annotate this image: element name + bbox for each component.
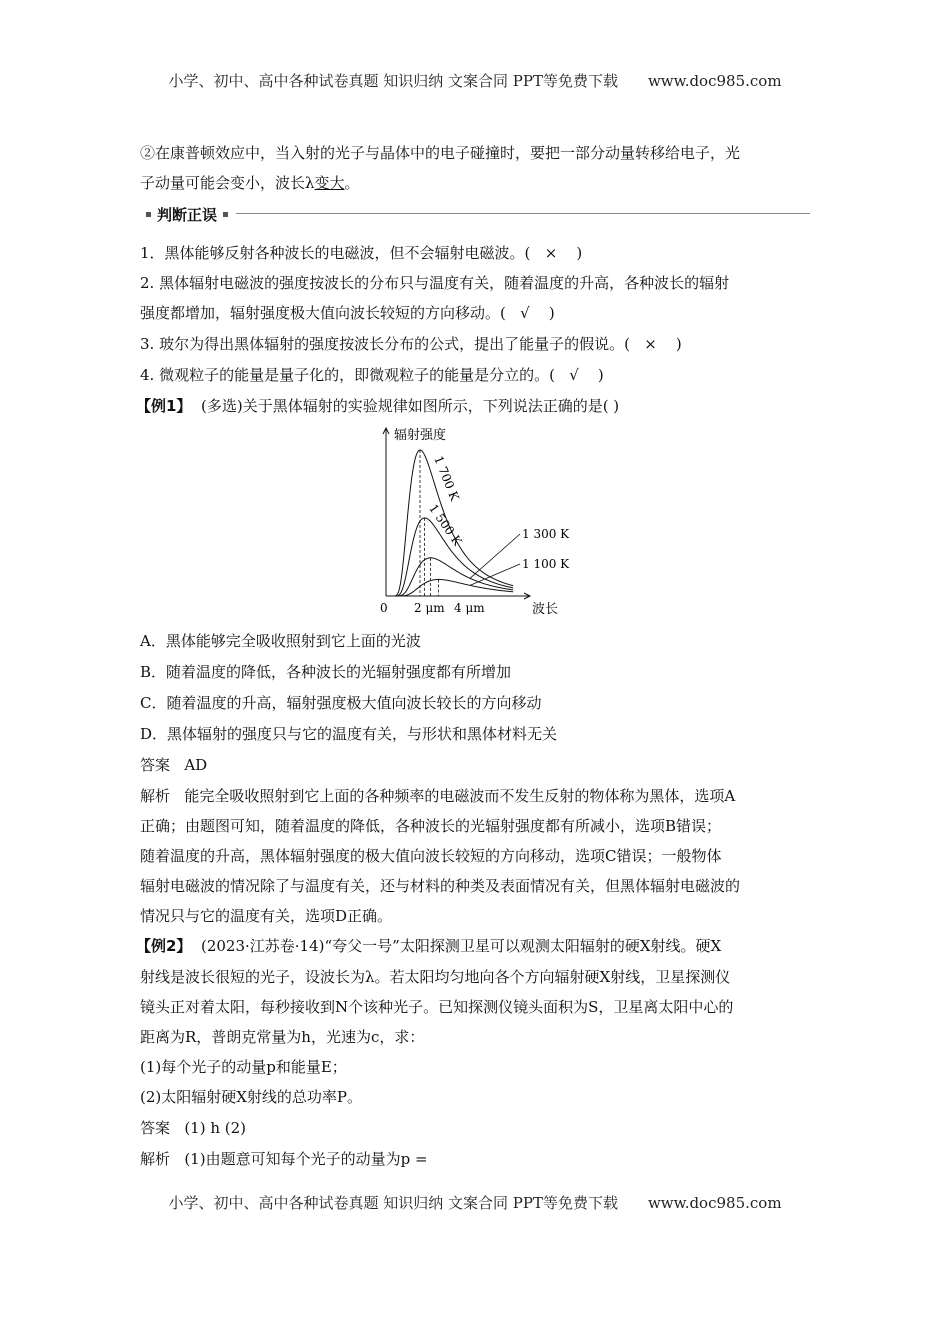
series-label: 1 500 K: [426, 501, 465, 549]
judge-item-2-cont: 强度都增加，辐射强度极大值向波长较短的方向移动。( √ ): [140, 304, 555, 322]
example-1-analysis-2: 正确；由题图可知，随着温度的降低，各种波长的光辐射强度都有所减小，选项B错误；: [140, 817, 722, 835]
x-axis-label: 波长: [532, 602, 559, 617]
example-2-line-2: 射线是波长很短的光子，设波长为λ。若太阳均匀地向各个方向辐射硬X射线，卫星探测仪: [140, 968, 731, 986]
header-url[interactable]: www.doc985.com: [647, 72, 782, 90]
judge-item-1: 1．黑体能够反射各种波长的电磁波，但不会辐射电磁波。( × ): [140, 244, 583, 262]
bullet-square-icon: [223, 212, 228, 217]
section-rule: [236, 213, 810, 214]
example-2-line-3: 镜头正对着太阳，每秒接收到N个该种光子。已知探测仪镜头面积为S，卫星离太阳中心的: [140, 998, 734, 1016]
example-1-analysis-4: 辐射电磁波的情况除了与温度有关，还与材料的种类及表面情况有关，但黑体辐射电磁波的: [140, 877, 741, 895]
x-tick-label: 4 μm: [454, 601, 485, 615]
example-1-answer: 答案 AD: [140, 756, 208, 774]
example-2-line-1: 【例2】 (2023·江苏卷·14)“夸父一号”太阳探测卫星可以观测太阳辐射的硬X射线。硬X: [136, 937, 722, 955]
blackbody-chart: [370, 420, 580, 620]
example-2-analysis: 解析 (1)由题意可知每个光子的动量为p =: [140, 1150, 428, 1168]
option-b: B．随着温度的降低，各种波长的光辐射强度都有所增加: [140, 663, 512, 681]
footer-text: 小学、初中、高中各种试卷真题 知识归纳 文案合同 PPT等免费下载: [168, 1194, 618, 1212]
intro-line-2: 子动量可能会变小，波长λ变大。: [140, 174, 360, 192]
x-tick-label: 2 μm: [414, 601, 445, 615]
example-1-analysis-5: 情况只与它的温度有关，选项D正确。: [140, 907, 393, 925]
page-footer: [0, 1192, 950, 1213]
example-1-analysis-3: 随着温度的升高，黑体辐射强度的极大值向波长较短的方向移动，选项C错误；一般物体: [140, 847, 722, 865]
footer-url[interactable]: www.doc985.com: [647, 1194, 782, 1212]
curve-series: [394, 579, 513, 596]
judge-item-4: 4. 微观粒子的能量是量子化的，即微观粒子的能量是分立的。( √ ): [140, 366, 604, 384]
example-2-q2: (2)太阳辐射硬X射线的总功率P。: [140, 1088, 363, 1106]
option-a: A．黑体能够完全吸收照射到它上面的光波: [140, 632, 421, 650]
example-2-answer: 答案 (1) h (2): [140, 1119, 247, 1137]
example-1-analysis-1: 解析 能完全吸收照射到它上面的各种频率的电磁波而不发生反射的物体称为黑体，选项A: [140, 787, 736, 805]
page-header: [0, 70, 950, 91]
bullet-square-icon: [146, 212, 151, 217]
y-axis-label: 辐射强度: [394, 428, 447, 443]
intro-line-1: ②在康普顿效应中，当入射的光子与晶体中的电子碰撞时，要把一部分动量转移给电子，光: [140, 144, 741, 162]
judge-item-3: 3. 玻尔为得出黑体辐射的强度按波长分布的公式，提出了能量子的假说。( × ): [140, 335, 682, 353]
series-label: 1 700 K: [431, 453, 462, 503]
origin-label: 0: [380, 601, 388, 615]
section-judge-title: 判断正误: [140, 204, 234, 225]
example-1-stem: 【例1】 (多选)关于黑体辐射的实验规律如图所示，下列说法正确的是( ): [136, 397, 620, 415]
example-2-q1: (1)每个光子的动量p和能量E；: [140, 1058, 347, 1076]
series-label: 1 100 K: [522, 557, 570, 571]
option-c: C．随着温度的升高，辐射强度极大值向波长较长的方向移动: [140, 694, 542, 712]
example-2-line-4: 距离为R，普朗克常量为h，光速为c，求：: [140, 1028, 425, 1046]
option-d: D．黑体辐射的强度只与它的温度有关，与形状和黑体材料无关: [140, 725, 558, 743]
header-text: 小学、初中、高中各种试卷真题 知识归纳 文案合同 PPT等免费下载: [168, 72, 618, 90]
judge-item-2: 2. 黑体辐射电磁波的强度按波长的分布只与温度有关，随着温度的升高，各种波长的辐射: [140, 274, 730, 292]
series-label: 1 300 K: [522, 527, 570, 541]
series-leader-line: [470, 534, 520, 578]
